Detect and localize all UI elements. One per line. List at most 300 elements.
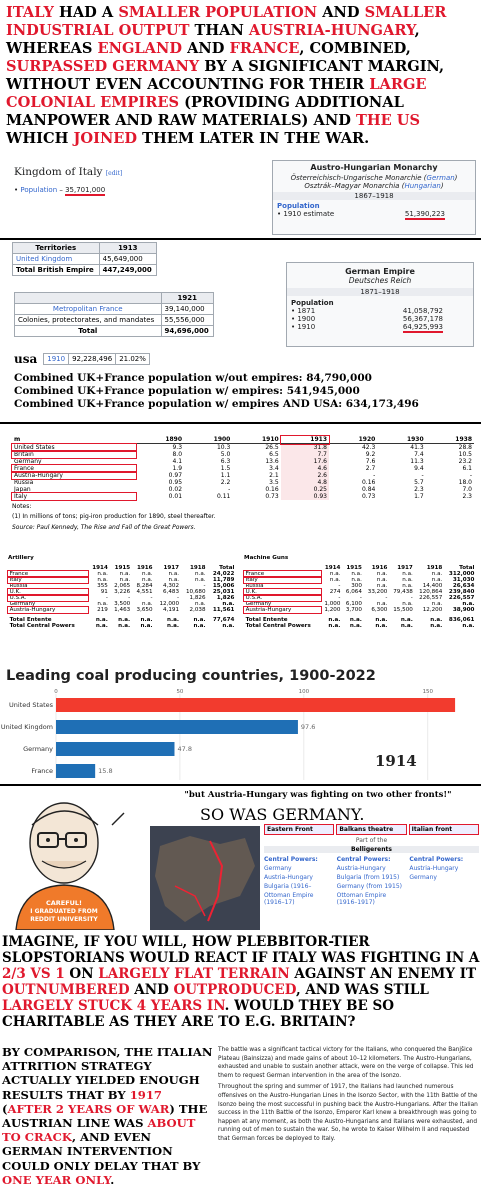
arms-cell: Germany [9,601,36,607]
eastern-front-tab[interactable]: Eastern Front [264,824,334,835]
econ-cell: 0.16 [265,486,279,493]
machine-guns-table [244,555,476,629]
econ-cell: 42.3 [361,444,376,451]
belligerent-item[interactable]: Ottoman Empire (1916–17) [264,892,314,906]
ah-sub2-lang[interactable]: Hungarian [404,182,441,190]
steel-production-table [12,436,474,531]
usa-value: 92,228,496 [69,354,116,365]
econ-cell: United States [12,444,136,452]
econ-col-head: 1938 [455,436,472,443]
artillery-table [8,555,236,629]
de-pop-value: 56,367,178 [402,315,443,323]
econ-cell: 2.1 [269,472,279,479]
arms-cell: n.a. [402,601,413,607]
de-pop-row [287,315,473,323]
econ-cell: 6.1 [462,465,472,472]
econ-cell: 9.3 [172,444,183,451]
headline-segment: ENGLAND [97,40,183,57]
de-pop-year: • 1871 [291,307,316,315]
econ-row [12,472,474,479]
arms-cell: - [338,595,341,601]
chart-category-label: France [31,767,53,775]
headline-segment: , COMBINED, [299,40,411,57]
arms-total-cell: n.a. [193,623,206,629]
econ-cell: 0.95 [168,479,183,486]
arms-cell: n.a. [168,571,180,577]
arms-col-head: Total [219,565,235,571]
econ-cell: 0.25 [281,486,329,493]
arms-total-cell: n.a. [400,623,413,629]
usa-pct: 21.02% [116,354,150,365]
econ-cell: 11.3 [410,458,424,465]
arms-cell: 26,634 [452,583,475,589]
de-pop-value: 64,925,993 [402,323,443,331]
headline-segment: FRANCE [229,40,300,57]
arms-total-cell: n.a. [167,617,180,623]
ah-sub2: Osztrák–Magyar Monarchia [304,182,400,190]
arms-cell: Austria-Hungary [244,607,321,613]
balkans-theatre-tab[interactable]: Balkans theatre [336,824,406,835]
arms-cell: n.a. [431,601,443,607]
arms-row [244,607,476,613]
econ-cell: 0.93 [281,493,329,500]
econ-col-head: 1930 [406,436,424,443]
shirt-line-3: REDDIT UNIVERSITY [30,916,98,923]
europe-fronts-map [150,826,260,930]
arms-cell: n.a. [376,601,388,607]
fronts-col-balkans [337,856,407,906]
headline-segment: SMALLER INDUSTRIAL OUTPUT [6,4,447,39]
arms-col-head: Total [459,565,475,571]
artillery-title: Artillery [8,555,34,561]
arms-total-row [244,613,476,623]
arms-total-cell: n.a. [430,623,443,629]
uk-row-uk[interactable]: United Kingdom [13,254,100,265]
imagine-segment: AND [129,982,174,998]
econ-note: (1) In millions of tons; pig-iron production for 1890, steel thereafter. [12,513,216,520]
arms-cell: n.a. [402,577,413,583]
arms-cell: U.K. [8,589,88,595]
imagine-segment: IMAGINE, IF YOU WILL, HOW PLEBBITOR-TIER SLOPSTORIANS WOULD REACT IF ITALY WAS FIGHTING IN A [2,934,480,966]
econ-row [12,486,474,493]
uk-th-territories: Territories [13,243,100,254]
econ-cell: - [469,472,472,479]
wiki-excerpt [218,1046,478,1147]
arms-cell: 3,650 [136,607,153,613]
col1-head[interactable]: Central Powers: [264,856,318,863]
econ-cell: Germany [14,458,42,465]
econ-cell: Britain [12,451,136,458]
coal-bar-chart [0,688,481,780]
belligerent-item[interactable]: Austria-Hungary [336,865,386,872]
italy-infobox: Kingdom of Italy [edit] • Population – 35,701,000 [14,166,123,194]
bycomp-segment: ABOUT TO CRACK [2,1116,196,1145]
arms-col-head: 1915 [114,565,131,571]
econ-cell: 0.84 [361,486,376,493]
econ-cell: 0.01 [168,493,183,500]
econ-cell: 6.3 [220,458,231,465]
econ-cell: 5.0 [220,451,231,458]
combined-line-3: Combined UK+France population w/ empires AND USA: 634,173,496 [14,398,419,410]
econ-cell: 9.2 [365,451,376,458]
usa-label: usa [14,352,38,366]
combined-population [14,372,419,411]
chart-bar [56,742,174,756]
arms-total-cell: n.a. [328,617,341,623]
chart-bar [56,698,455,712]
belligerent-item[interactable]: Austria-Hungary [264,874,313,881]
econ-cell: 10.3 [216,444,231,451]
de-pop-value: 41,058,792 [402,307,443,315]
arms-cell: n.a. [142,577,153,583]
de-sub: Deutsches Reich [348,276,412,285]
de-years: 1871–1918 [287,288,473,296]
arms-cell: n.a. [402,571,413,577]
ah-years: 1867–1918 [273,192,475,200]
econ-row [12,458,474,465]
arms-cell: n.a. [376,583,388,589]
belligerent-item[interactable]: Germany [409,874,437,881]
headline-segment: SMALLER POPULATION [118,4,318,21]
arms-cell: 219 [97,607,108,613]
ah-sub1: Österreichisch-Ungarische Monarchie [290,174,422,182]
arms-cell: n.a. [351,571,362,577]
arms-cell: 8,284 [136,583,153,589]
fr-row-metro-value: 39,140,000 [161,304,213,315]
econ-cell: 7.0 [462,486,472,493]
econ-cell: 10.5 [458,451,472,458]
chart-bar [56,720,298,734]
belligerent-item[interactable]: Bulgaria (1916– [264,883,312,890]
so-was-germany: SO WAS GERMANY. [200,805,365,824]
econ-cell: 1.9 [172,465,183,472]
arms-col-head: 1914 [92,565,108,571]
arms-cell: 12,000 [159,601,180,607]
econ-cell: - [373,472,376,479]
arms-cell: 312,000 [448,571,475,577]
arms-cell: n.a. [119,571,131,577]
chart-tick-label: 100 [298,689,310,695]
arms-total-cell: n.a. [328,623,341,629]
econ-cell: 0.16 [361,479,376,486]
arms-total-cell: n.a. [375,617,388,623]
arms-total-cell: n.a. [118,617,131,623]
uk-table [12,242,157,276]
italy-pop-label[interactable]: Population [20,186,58,194]
econ-cell: Italy [12,493,136,500]
arms-total-cell: n.a. [349,623,362,629]
econ-col-head: m [14,436,21,443]
uk-row-empire: Total British Empire [13,265,100,276]
imagine-segment: 2/3 VS 1 [2,966,65,982]
econ-row [12,493,474,500]
arms-cell: 300 [351,583,362,589]
econ-cell: 3.4 [269,465,279,472]
arms-cell: 91 [100,589,108,595]
econ-cell: Austria-Hungary [12,472,136,479]
arms-total-cell: n.a. [193,617,206,623]
arms-cell: - [150,595,153,601]
bycomp-segment: . [110,1172,115,1187]
headline [0,0,481,160]
arms-cell: n.a. [431,571,443,577]
by-comparison-paragraph [2,1045,215,1187]
mg-title: Machine Guns [244,555,289,561]
italy-edit-link[interactable]: [edit] [105,170,123,177]
shirt-line-1: CAREFUL! [45,899,83,907]
arms-cell: - [338,583,341,589]
econ-row [12,465,474,472]
headline-segment: AUSTRIA-HUNGARY [248,22,415,39]
arms-cell: 2,065 [114,583,131,589]
arms-cell: n.a. [351,577,362,583]
arms-cell: Austria-Hungary [8,607,88,613]
belligerent-item[interactable]: Germany (from 1915) [336,883,402,890]
italian-front-tab[interactable]: Italian front [409,824,479,835]
chart-category-label: United States [8,701,53,709]
econ-col-head: 1890 [165,436,183,443]
econ-col-head: 1913 [281,436,329,444]
belligerent-item[interactable]: Germany [264,865,292,872]
bycomp-segment: ( [2,1101,8,1116]
de-pop-year: • 1900 [291,315,316,323]
arms-total-cell: n.a. [118,623,131,629]
ah-pop-row: 1910 estimate [283,210,335,218]
uk-row-uk-value: 45,649,000 [99,254,156,265]
de-pop-year: • 1910 [291,323,316,331]
chart-value-label: 47.8 [177,745,192,753]
arms-cell: n.a. [195,571,206,577]
usa-row [14,352,150,366]
arms-cell: n.a. [142,601,153,607]
arms-cell: n.a. [376,571,388,577]
headline-segment: WHICH [6,130,74,147]
arms-col-head: 1918 [426,565,443,571]
chart-tick-label: 0 [54,689,58,695]
arms-total-cell: n.a. [430,617,443,623]
arms-cell: 6,300 [371,607,388,613]
arms-cell: 38,900 [452,607,475,613]
chart-category-label: United Kingdom [0,723,53,731]
arms-cell: n.a. [97,571,108,577]
econ-cell: 26.5 [265,444,279,451]
econ-cell: 3.5 [269,479,279,486]
arms-cell: 355 [97,583,108,589]
imagine-segment: OUTPRODUCED [173,982,296,998]
chart-bar [56,764,95,778]
econ-cell: France [12,465,136,472]
econ-col-head: 1920 [358,436,376,443]
headline-segment: LARGE COLONIAL EMPIRES [6,76,427,111]
bycomp-segment: BY COMPARISON, THE ITALIAN ATTRITION STRATEGY ACTUALLY YIELDED ENOUGH RESULTS THAT BY [2,1045,213,1102]
econ-cell: 0.11 [216,493,231,500]
arms-col-head: 1915 [346,565,362,571]
arms-cell: n.a. [97,577,108,583]
uk-row-empire-value: 447,249,000 [99,265,156,276]
part-of-label: Part of the [355,837,388,844]
bycomp-segment: ONE YEAR ONLY [2,1172,111,1187]
arms-total-cell: 77,674 [212,617,235,623]
econ-cell: 2.2 [220,479,231,486]
belligerent-item[interactable]: Ottoman Empire (1916–1917) [336,892,387,906]
econ-cell: 5.7 [414,479,424,486]
arms-total-cell: n.a. [462,623,475,629]
arms-cell: n.a. [329,577,341,583]
arms-cell: n.a. [142,571,153,577]
econ-cell: 4.1 [172,458,183,465]
econ-cell: 7.7 [281,451,329,458]
arms-total-cell: n.a. [222,623,235,629]
arms-cell: n.a. [119,577,131,583]
headline-segment: SURPASSED GERMANY [6,58,200,75]
econ-cell: 9.4 [414,465,424,472]
chart-tick-label: 150 [422,689,434,695]
headline-segment: JOINED [73,130,138,147]
econ-row [12,444,474,452]
arms-cell: 274 [329,589,341,595]
imagine-segment: ON [64,966,99,982]
headline-segment: AND [182,40,230,57]
imagine-segment: , AND WAS STILL [295,982,429,998]
fr-row-metro[interactable]: Metropolitan France [15,304,162,315]
col2-head[interactable]: Central Powers: [336,856,391,863]
arms-total-cell: n.a. [140,623,153,629]
arms-cell: 12,200 [422,607,443,613]
arms-cell: n.a. [462,601,475,607]
headline-segment: BY A SIGNIFICANT MARGIN, WITHOUT EVEN ACCOUNTING FOR THEIR [6,58,445,93]
arms-cell: 1,826 [216,595,235,601]
arms-cell: 15,006 [212,583,235,589]
uk-th-year: 1913 [99,243,156,254]
arms-cell: 31,030 [452,577,475,583]
arms-cell: 4,302 [163,583,180,589]
econ-cell: 7.4 [414,451,424,458]
arms-total-cell: Total Entente [245,617,288,623]
arms-cell: 25,031 [212,589,235,595]
arms-total-cell: Total Central Powers [245,623,311,629]
econ-cell: 0.97 [168,472,183,479]
ah-title: Austro-Hungarian Monarchy [310,163,438,172]
econ-cell: - [421,472,424,479]
fr-row-total: Total [15,326,162,337]
ah-pop-value: 51,390,223 [404,210,445,218]
col3-head[interactable]: Central Powers: [409,856,464,863]
wojak-illustration [2,795,142,930]
belligerent-item[interactable]: Austria-Hungary [409,865,459,872]
econ-cell: 2.3 [462,493,472,500]
ah-pop-head[interactable]: Population [277,202,320,210]
arms-total-cell: 836,061 [448,617,475,623]
meme-quote: "but Austria-Hungary was fighting on two other fronts!" [184,790,452,800]
econ-cell: 2.7 [365,465,376,472]
arms-cell: 14,400 [422,583,443,589]
econ-cell: Japan [14,486,31,493]
arms-cell: 1,463 [114,607,131,613]
arms-cell: 239,840 [448,589,475,595]
chart-tick-label: 50 [176,689,184,695]
usa-year[interactable]: 1910 [44,354,69,365]
chart-year-label: 1914 [375,752,417,770]
econ-cell: 17.6 [281,458,329,465]
arms-cell: - [385,595,388,601]
wiki-p1: The battle was a significant tactical victory for the Italians, who conquered the Banjšice Plateau (Bainsizza) and made gains of about 10–12 kilometers. The Austro-Hungarians, exhausted and unable to sustain another attack, were on the verge of collapse. This led them to request German intervention in the area of the Isonzo. [218,1047,474,1079]
arms-cell: 6,100 [345,601,362,607]
de-pop-row [287,307,473,315]
arms-total-row [8,623,236,629]
arms-cell: 120,864 [419,589,443,595]
arms-total-cell: Total Central Powers [9,623,75,629]
fronts-col-italy [409,856,479,906]
arms-cell: U.S.A. [244,595,321,601]
arms-cell: 15,500 [393,607,413,613]
econ-notes-head: Notes: [12,503,32,510]
arms-total-cell: n.a. [375,623,388,629]
de-infobox [286,262,474,347]
arms-col-head: 1917 [163,565,180,571]
arms-cell: 226,557 [448,595,475,601]
chart-value-label: 15.8 [98,767,113,775]
econ-cell: 4.8 [281,479,329,486]
arms-cell: n.a. [168,577,180,583]
de-pop-head: Population [291,299,334,307]
arms-total-cell: n.a. [167,623,180,629]
econ-cell: 2.6 [281,472,329,479]
econ-cell: 31.8 [281,444,329,452]
chart-title: Leading coal producing countries, 1900-2022 [6,668,376,684]
imagine-segment: LARGELY FLAT TERRAIN [98,966,290,982]
arms-cell: 226,557 [419,595,443,601]
econ-cell: Russia [14,479,34,486]
arms-total-cell: n.a. [95,623,108,629]
econ-cell: 1.7 [414,493,424,500]
bycomp-segment: ) THE AUSTRIAN LINE WAS [2,1101,208,1131]
arms-total-row [8,613,236,623]
fr-row-colonies: Colonies, protectorates, and mandates [15,315,162,326]
econ-row [12,451,474,458]
arms-total-cell: n.a. [140,617,153,623]
econ-col-head: 1900 [213,436,231,443]
arms-row [8,607,236,613]
belligerents-head: Belligerents [264,846,479,853]
arms-total-cell: n.a. [349,617,362,623]
ah-sub1-lang[interactable]: German [426,174,455,182]
arms-cell: - [359,595,362,601]
arms-total-cell: Total Entente [9,617,52,623]
shirt-line-2: I GRADUATED FROM [30,908,98,915]
headline-segment: , WHEREAS [6,22,420,57]
arms-cell: n.a. [329,571,341,577]
arms-cell: n.a. [402,583,413,589]
italy-title: Kingdom of Italy [14,166,103,178]
arms-cell: 6,483 [163,589,180,595]
econ-col-head: 1910 [261,436,279,443]
arms-cell: Russia [9,583,28,589]
arms-cell: 2,038 [189,607,206,613]
imagine-segment: . WOULD THEY BE SO CHARITABLE AS THEY ARE TO E.G. BRITAIN? [2,998,395,1030]
econ-cell: 7.6 [365,458,376,465]
econ-cell: 13.6 [265,458,279,465]
arms-cell: - [105,595,108,601]
arms-cell: 10,680 [185,589,206,595]
de-title: German Empire [345,267,415,276]
econ-cell: 18.0 [458,479,472,486]
econ-cell: 0.02 [168,486,183,493]
arms-cell: 11,789 [212,577,235,583]
bycomp-segment: 1917 [129,1087,162,1102]
fr-th-year: 1921 [161,293,213,304]
arms-cell: n.a. [222,601,235,607]
belligerent-item[interactable]: Bulgaria (from 1915) [336,874,400,881]
